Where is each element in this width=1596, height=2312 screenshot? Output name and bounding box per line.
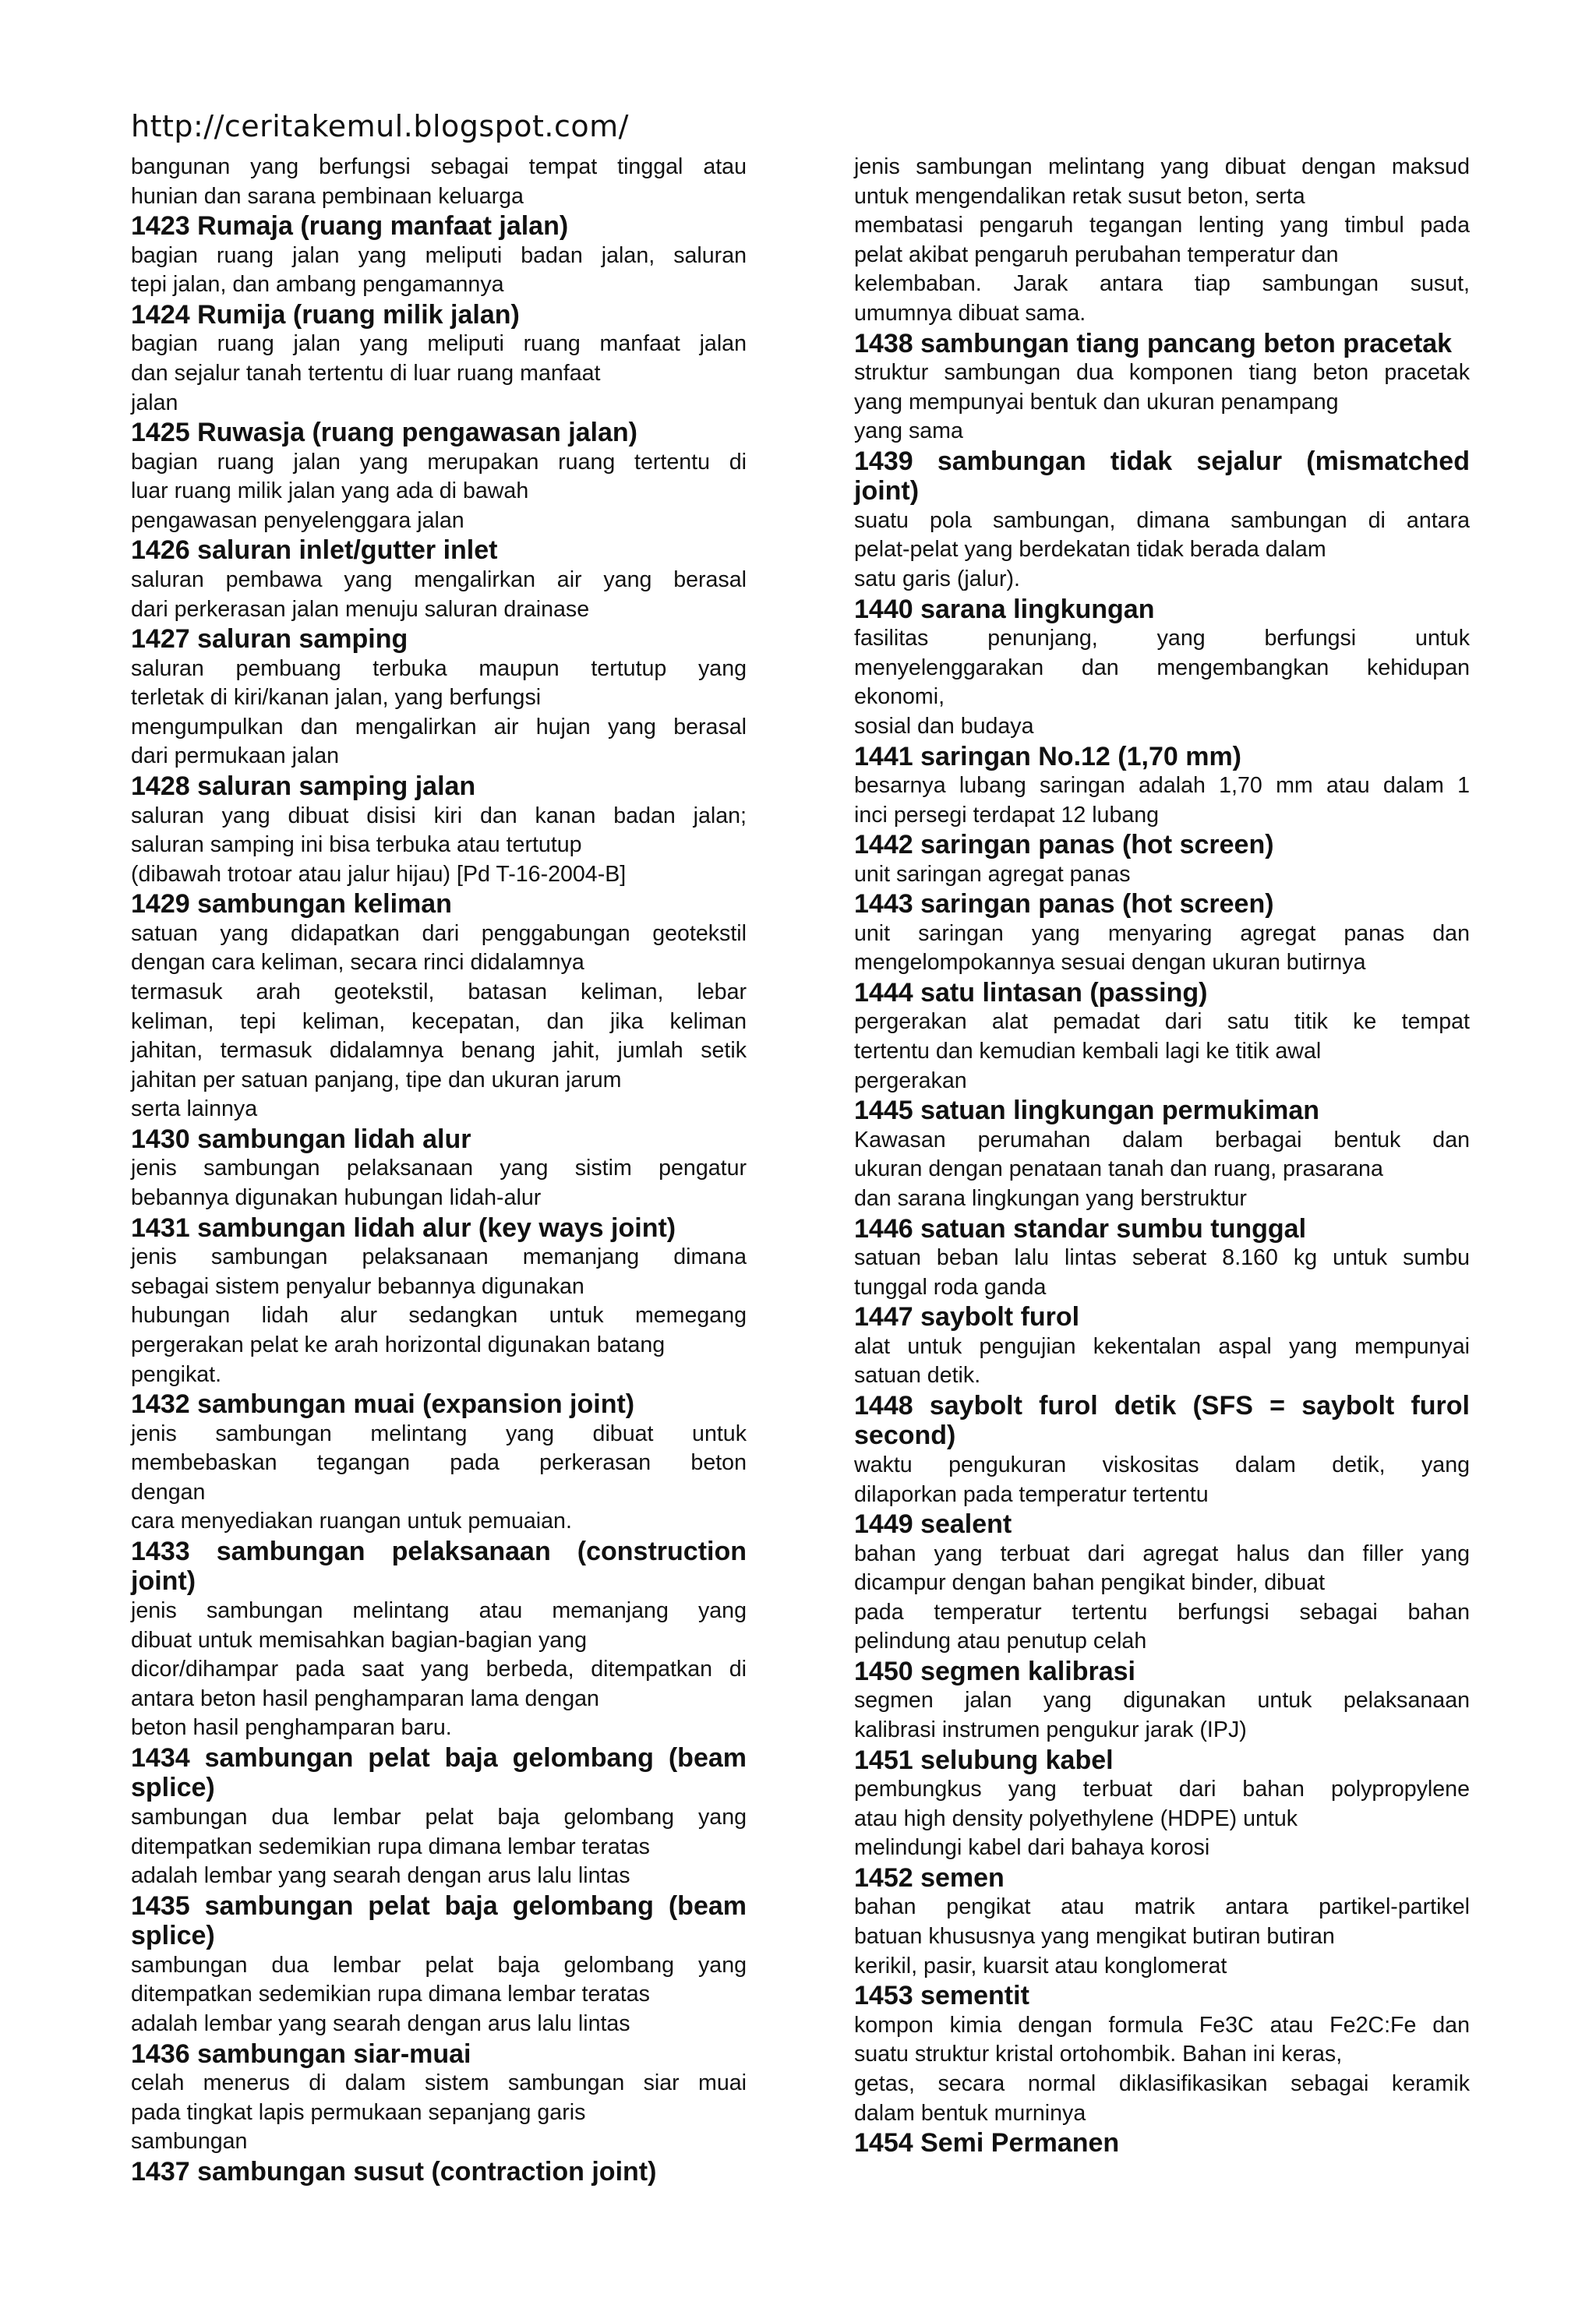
entry-term: 1423 Rumaja (ruang manfaat jalan) [131,211,569,242]
glossary-entry [131,211,747,300]
entry-term: 1447 saybolt furol [854,1302,1080,1332]
definition-line: pembungkus yang terbuat dari bahan polypropylene [854,1777,1470,1802]
definition-line: suatu struktur kristal ortohombik. Bahan ini keras, [854,2042,1343,2067]
definition-line: hunian dan sarana pembinaan keluarga [131,183,524,209]
definition-line: sambungan dua lembar pelat baja gelombang yang [131,1804,747,1830]
definition-line: Kawasan perumahan dalam berbagai bentuk dan [854,1127,1470,1152]
glossary-entry [854,1745,1470,1863]
entry-term: 1446 satuan standar sumbu tunggal [854,1213,1307,1244]
entry-term: 1424 Rumija (ruang milik jalan) [131,299,520,330]
definition-line: saluran pembuang terbuka maupun tertutup yang [131,655,747,681]
definition-line: jahitan per satuan panjang, tipe dan ukuran jarum [131,1067,622,1092]
definition-line: pergerakan alat pemadat dari satu titik ke tempat [854,1009,1470,1035]
glossary-entry [131,2157,747,2187]
definition-line: dan sejalur tanah tertentu di luar ruang manfaat [131,360,601,386]
definition-line: suatu pola sambungan, dimana sambungan di antara [854,507,1470,533]
definition-line: ditempatkan sedemikian rupa dimana lembar teratas [131,1834,650,1859]
definition-line: umumnya dibuat sama. [854,300,1086,326]
glossary-entry [131,153,747,211]
definition-line: bagian ruang jalan yang merupakan ruang tertentu di [131,449,747,475]
definition-line: jenis sambungan melintang yang dibuat dengan maksud [854,154,1470,179]
glossary-entry [854,978,1470,1096]
glossary-entry [854,742,1470,831]
definition-line: sambungan [131,2129,248,2155]
entry-term: 1437 sambungan susut (contraction joint) [131,2156,657,2187]
glossary-entry [131,418,747,535]
definition-line: fasilitas penunjang, yang berfungsi untuk [854,626,1470,651]
entry-term: 1449 sealent [854,1509,1012,1540]
entry-term: 1425 Ruwasja (ruang pengawasan jalan) [131,418,638,448]
entry-term: 1438 sambungan tiang pancang beton pracetak [854,328,1453,358]
entry-term: 1429 sambungan keliman [131,889,452,920]
definition-line: luar ruang milik jalan yang ada di bawah [131,478,529,504]
glossary-entry [131,1891,747,2039]
definition-line: termasuk arah geotekstil, batasan keliman, lebar [131,979,747,1004]
definition-line: jenis sambungan pelaksanaan yang sistim pengatur [131,1156,747,1181]
definition-line: segmen jalan yang digunakan untuk pelaksanaan [854,1688,1470,1714]
entry-term: 1451 selubung kabel [854,1745,1114,1775]
entry-term: 1445 satuan lingkungan permukiman [854,1096,1320,1126]
entry-term: 1431 sambungan lidah alur (key ways joint) [131,1212,676,1243]
definition-line: saluran yang dibuat disisi kiri dan kanan badan jalan; [131,803,747,828]
glossary-entry [854,1981,1470,2128]
definition-line: pelindung atau penutup celah [854,1629,1147,1654]
entry-term: 1448 saybolt furol detik (SFS = saybolt furol second) [854,1390,1470,1451]
definition-line: dalam bentuk murninya [854,2100,1086,2126]
definition-line: bebannya digunakan hubungan lidah-alur [131,1185,542,1211]
definition-line: keliman, tepi keliman, kecepatan, dan jika keliman [131,1008,747,1034]
definition-line: satuan detik. [854,1363,981,1389]
definition-line: dicor/dihampar pada saat yang berbeda, ditempatkan di [131,1657,747,1682]
definition-line: sosial dan budaya [854,713,1034,739]
definition-line: jenis sambungan melintang yang dibuat untuk [131,1421,747,1446]
glossary-entry [131,771,747,889]
entry-term: 1430 sambungan lidah alur [131,1124,471,1154]
entry-term: 1454 Semi Permanen [854,2128,1120,2158]
definition-line: jenis sambungan pelaksanaan memanjang dimana [131,1244,747,1270]
glossary-entry [854,830,1470,889]
definition-line: dari perkerasan jalan menuju saluran drainase [131,596,590,622]
glossary-entry [131,1389,747,1537]
definition-line: dan sarana lingkungan yang berstruktur [854,1185,1247,1211]
entry-term: 1426 saluran inlet/gutter inlet [131,535,498,566]
definition-line: kelembaban. Jarak antara tiap sambungan susut, [854,271,1470,297]
left-column [131,153,747,2187]
definition-line: bahan pengikat atau matrik antara partikel-partikel [854,1894,1470,1920]
definition-line: kerikil, pasir, kuarsit atau konglomerat [854,1953,1227,1978]
entry-term: 1439 sambungan tidak sejalur (mismatched joint) [854,446,1470,507]
definition-line: sebagai sistem penyalur bebannya digunakan [131,1273,584,1299]
glossary-entry [854,1509,1470,1657]
definition-line: adalah lembar yang searah dengan arus lalu lintas [131,2010,630,2036]
glossary-entry [854,1657,1470,1745]
definition-line: beton hasil penghamparan baru. [131,1715,452,1741]
glossary-entry [131,535,747,624]
glossary-entry [131,1124,747,1213]
definition-line: bangunan yang berfungsi sebagai tempat tinggal atau [131,154,747,179]
definition-line: pergerakan pelat ke arah horizontal digunakan batang [131,1332,666,1357]
definition-line: yang mempunyai bentuk dan ukuran penampang [854,389,1339,415]
entry-term: 1427 saluran samping [131,624,408,655]
definition-line: unit saringan yang menyaring agregat panas dan [854,920,1470,946]
definition-line: yang sama [854,418,963,444]
definition-line: membebaskan tegangan pada perkerasan beton [131,1450,747,1476]
definition-line: bagian ruang jalan yang meliputi badan jalan, saluran [131,242,747,268]
definition-line: dicampur dengan bahan pengikat binder, dibuat [854,1570,1326,1596]
entry-term: 1442 saringan panas (hot screen) [854,830,1274,860]
definition-line: membatasi pengaruh tegangan lenting yang timbul pada [854,213,1470,238]
definition-line: pada tingkat lapis permukaan sepanjang garis [131,2099,586,2125]
glossary-entry [854,1391,1470,1509]
definition-line: pada temperatur tertentu berfungsi sebagai bahan [854,1599,1470,1625]
entry-term: 1453 sementit [854,1981,1029,2011]
definition-line: satu garis (jalur). [854,567,1020,592]
glossary-entry [131,2039,747,2157]
definition-line: bagian ruang jalan yang meliputi ruang manfaat jalan [131,331,747,357]
entry-term: 1441 saringan No.12 (1,70 mm) [854,741,1242,771]
definition-line: getas, secara normal diklasifikasikan sebagai keramik [854,2070,1470,2096]
entry-term: 1444 satu lintasan (passing) [854,977,1208,1008]
definition-line: ukuran dengan penataan tanah dan ruang, prasarana [854,1156,1383,1182]
definition-line: jahitan, termasuk didalamnya benang jahit, jumlah setik [131,1038,747,1064]
definition-line: menyelenggarakan dan mengembangkan kehidupan [854,655,1470,680]
glossary-entry [854,2128,1470,2158]
definition-line: satuan yang didapatkan dari penggabungan geotekstil [131,920,747,946]
glossary-entry [854,889,1470,978]
glossary-entry [131,1743,747,1891]
definition-line: batuan khususnya yang mengikat butiran butiran [854,1924,1335,1950]
definition-line: tunggal roda ganda [854,1274,1047,1300]
definition-line: besarnya lubang saringan adalah 1,70 mm atau dalam 1 [854,773,1470,798]
definition-line: saluran pembawa yang mengalirkan air yang berasal [131,567,747,592]
definition-line: melindungi kabel dari bahaya korosi [854,1835,1210,1861]
definition-line: adalah lembar yang searah dengan arus lalu lintas [131,1863,630,1889]
entry-term: 1433 sambungan pelaksanaan (construction joint) [131,1536,747,1597]
definition-line: (dibawah trotoar atau jalur hijau) [Pd T-16-2004-B] [131,861,627,887]
definition-line: waktu pengukuran viskositas dalam detik, yang [854,1452,1470,1477]
glossary-entry [131,624,747,771]
definition-line: tertentu dan kemudian kembali lagi ke titik awal [854,1039,1322,1064]
definition-line: pengawasan penyelenggara jalan [131,507,464,533]
glossary-entry [854,1096,1470,1213]
definition-line: hubungan lidah alur sedangkan untuk memegang [131,1303,747,1329]
definition-line: dilaporkan pada temperatur tertentu [854,1481,1209,1507]
glossary-entry [854,329,1470,447]
definition-line: celah menerus di dalam sistem sambungan siar muai [131,2070,747,2095]
entry-term: 1452 semen [854,1862,1005,1893]
definition-line: struktur sambungan dua komponen tiang beton pracetak [854,360,1470,386]
entry-term: 1435 sambungan pelat baja gelombang (beam splice) [131,1890,747,1951]
glossary-entry [854,447,1470,595]
definition-line: pelat-pelat yang berdekatan tidak berada dalam [854,537,1326,563]
definition-line: kompon kimia dengan formula Fe3C atau Fe2C:Fe dan [854,2012,1470,2038]
right-column [854,153,1470,2158]
blog-url: http://ceritakemul.blogspot.com/ [131,109,629,143]
definition-line: satuan beban lalu lintas seberat 8.160 kg untuk sumbu [854,1245,1470,1271]
entry-term: 1443 saringan panas (hot screen) [854,889,1274,920]
definition-line: cara menyediakan ruangan untuk pemuaian. [131,1509,572,1534]
definition-line: mengumpulkan dan mengalirkan air hujan yang berasal [131,714,747,739]
definition-line: ditempatkan sedemikian rupa dimana lembar teratas [131,1982,650,2007]
definition-line: mengelompokannya sesuai dengan ukuran butirnya [854,950,1366,976]
glossary-entry [854,595,1470,742]
definition-line: atau high density polyethylene (HDPE) untuk [854,1805,1298,1831]
definition-line: jenis sambungan melintang atau memanjang yang [131,1597,747,1623]
definition-line: pengikat. [131,1361,222,1387]
definition-line: alat untuk pengujian kekentalan aspal yang mempunyai [854,1333,1470,1359]
definition-line: sambungan dua lembar pelat baja gelombang yang [131,1952,747,1978]
definition-line: saluran samping ini bisa terbuka atau tertutup [131,832,582,858]
definition-line: pergerakan [854,1068,967,1093]
glossary-entry [854,1214,1470,1303]
definition-line: dengan cara keliman, secara rinci didalamnya [131,950,584,976]
entry-term: 1440 sarana lingkungan [854,594,1155,624]
definition-line: dibuat untuk memisahkan bagian-bagian yang [131,1627,587,1653]
glossary-entry [854,1863,1470,1981]
definition-line: dari permukaan jalan [131,743,340,769]
definition-line: kalibrasi instrumen pengukur jarak (IPJ) [854,1717,1247,1743]
glossary-entry [854,1302,1470,1391]
definition-line: untuk mengendalikan retak susut beton, serta [854,183,1305,209]
definition-line: antara beton hasil penghamparan lama dengan [131,1685,599,1711]
definition-line: inci persegi terdapat 12 lubang [854,802,1160,828]
definition-line: jalan [131,390,178,415]
glossary-entry [131,889,747,1124]
definition-line: dengan [131,1479,206,1505]
definition-line: unit saringan agregat panas [854,861,1131,887]
definition-line: serta lainnya [131,1096,258,1122]
glossary-entry [854,153,1470,329]
definition-line: terletak di kiri/kanan jalan, yang berfungsi [131,685,542,711]
glossary-entry [131,300,747,418]
glossary-entry [131,1537,747,1743]
glossary-entry [131,1213,747,1389]
definition-line: bahan yang terbuat dari agregat halus dan filler yang [854,1541,1470,1566]
definition-line: ekonomi, [854,684,945,710]
entry-term: 1436 sambungan siar-muai [131,2038,471,2069]
entry-term: 1432 sambungan muai (expansion joint) [131,1389,635,1420]
entry-term: 1434 sambungan pelat baja gelombang (beam splice) [131,1742,747,1803]
entry-term: 1428 saluran samping jalan [131,771,476,801]
entry-term: 1450 segmen kalibrasi [854,1656,1136,1686]
definition-line: pelat akibat pengaruh perubahan temperatur dan [854,242,1339,267]
definition-line: tepi jalan, dan ambang pengamannya [131,272,504,298]
